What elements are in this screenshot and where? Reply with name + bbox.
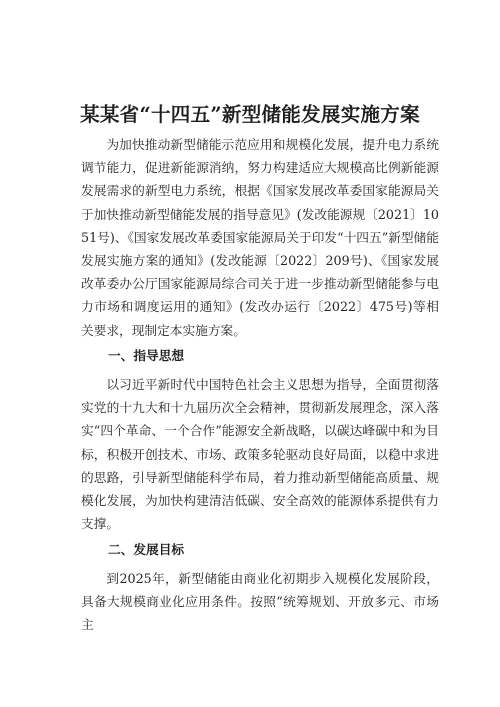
document-title: 某某省“十四五”新型储能发展实施方案 bbox=[80, 103, 420, 127]
intro-paragraph: 为加快推动新型储能示范应用和规模化发展，提升电力系统调节能力，促进新能源消纳，努力构建适应大规模高比例新能源发展需求的新型电力系统，根据《国家发展改革委国家能源局关于加快推动新型储能发展的指导意见》(发改能源规〔2021〕1051号)、《国家发展改革委国家能源局关于印发“十四五”新型储能发展实施方案的通知》(发改能源〔2022〕209号)、《国家发展改革委办公厅国家能源局综合司关于进一步推动新型储能参与电力市场和调度运用的通知》(发改办运行〔2022〕475号)等相关要求，现制定本实施方案。 bbox=[81, 137, 439, 338]
section-heading-guiding-ideology: 一、指导思想 bbox=[108, 348, 185, 363]
section-paragraph-guiding-ideology: 以习近平新时代中国特色社会主义思想为指导，全面贯彻落实党的十九大和十九届历次全会精神，贯彻新发展理念，深入落实“四个革命、一个合作”能源安全新战略，以碳达峰碳中和为目标，积极开创技术、市场、政策多轮驱动良好局面，以稳中求进的思路，引导新型储能科学布局，着力推动新型储能高质量、规模化发展，为加快构建清洁低碳、安全高效的能源体系提供有力支撑。 bbox=[81, 377, 439, 532]
section-heading-development-goals: 二、发展目标 bbox=[108, 542, 185, 557]
section-paragraph-development-goals: 到2025年，新型储能由商业化初期步入规模化发展阶段，具备大规模商业化应用条件。按照“统筹规划、开放多元、市场主 bbox=[81, 571, 439, 633]
